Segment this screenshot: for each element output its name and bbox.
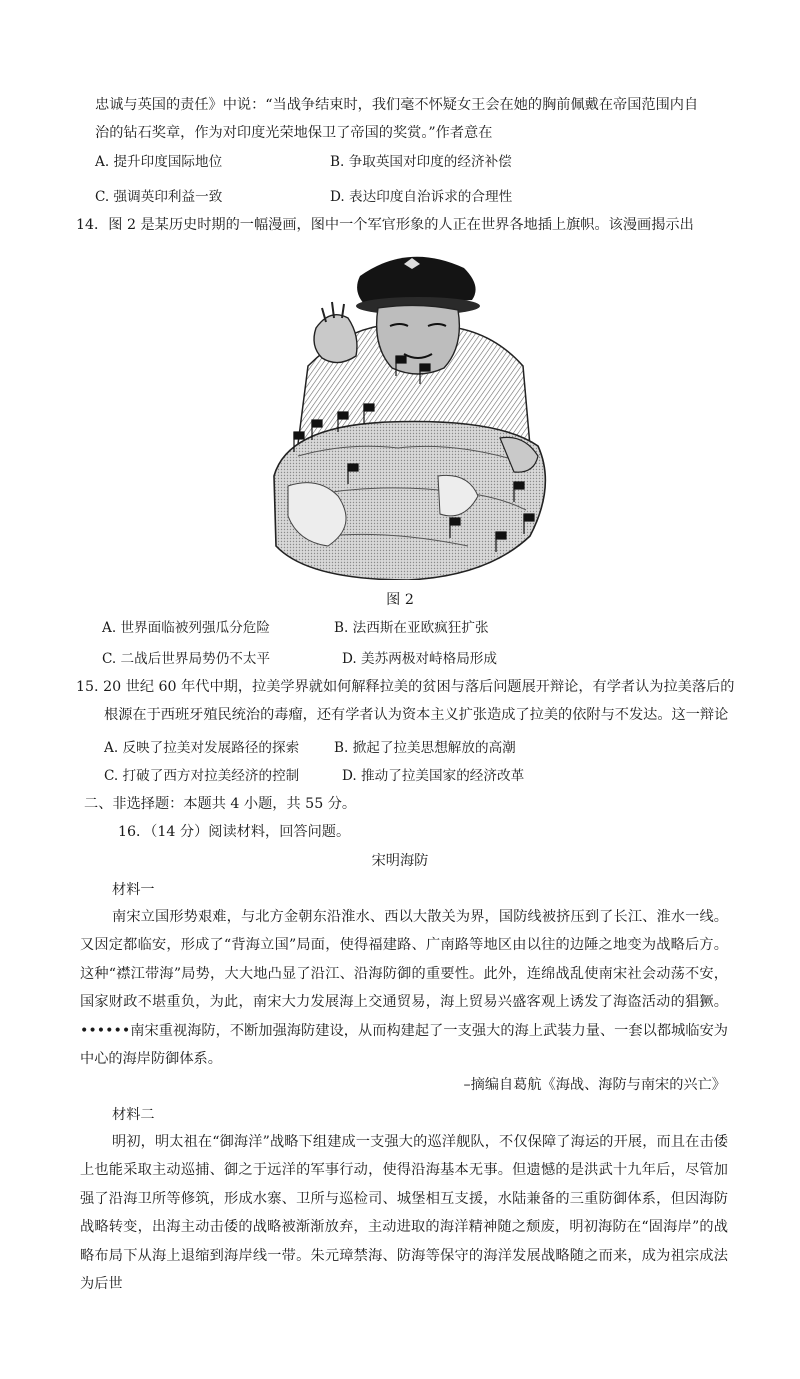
q16-stem: 16．（14 分）阅读材料，回答问题。 bbox=[118, 824, 351, 840]
q15-option-b: B. 掀起了拉美思想解放的高潮 bbox=[334, 740, 516, 756]
q16-material-2-text: 明初，明太祖在“御海洋”战略下组建成一支强大的巡洋舰队，不仅保障了海运的开展，而且在击倭上也能采取主动巡捕、御之于远洋的军事行动，使得沿海基本无事。但遗憾的是洪武十九年后，尽管加强了沿海卫所等修筑，形成水寨、卫所与巡检司、城堡相互支援，水陆兼备的三重防御体系，但因海防战略转变，出海主动击倭的战略被渐渐放弃，主动进取的海洋精神随之颓废，明初海防在“固海岸”的战略布局下从海上退缩到海岸线一带。朱元璋禁海、防海等保守的海洋发展战略随之而来，成为祖宗成法为后世 bbox=[80, 1134, 728, 1293]
q13-line-1: 忠诚与英国的责任》中说：“当战争结束时，我们毫不怀疑女王会在她的胸前佩戴在帝国范围内自 bbox=[95, 97, 699, 113]
q16-title: 宋明海防 bbox=[371, 853, 429, 869]
q13-option-a: A. 提升印度国际地位 bbox=[95, 154, 223, 170]
q14-cartoon-figure bbox=[268, 246, 560, 580]
q15-option-c: C. 打破了西方对拉美经济的控制 bbox=[104, 768, 300, 784]
q14-option-b: B. 法西斯在亚欧疯狂扩张 bbox=[334, 620, 489, 636]
q15-option-a: A. 反映了拉美对发展路径的探索 bbox=[104, 740, 300, 756]
q13-option-b: B. 争取英国对印度的经济补偿 bbox=[330, 154, 512, 170]
q16-material-1-label: 材料一 bbox=[112, 882, 155, 898]
q14-option-a: A. 世界面临被列强瓜分危险 bbox=[102, 620, 270, 636]
section-2-heading: 二、非选择题：本题共 4 小题，共 55 分。 bbox=[84, 796, 357, 812]
q14-figure-caption: 图 2 bbox=[386, 592, 414, 608]
q13-option-c: C. 强调英印利益一致 bbox=[95, 189, 223, 205]
q15-line-2: 根源在于西班牙殖民统治的毒瘤，还有学者认为资本主义扩张造成了拉美的依附与不发达。这一辩论 bbox=[104, 707, 729, 723]
q15-option-d: D. 推动了拉美国家的经济改革 bbox=[342, 768, 525, 784]
q16-material-2-label: 材料二 bbox=[112, 1107, 155, 1123]
q14-option-d: D. 美苏两极对峙格局形成 bbox=[342, 651, 497, 667]
q13-option-d: D. 表达印度自治诉求的合理性 bbox=[330, 189, 513, 205]
q16-material-1-source: –摘编自葛航《海战、海防与南宋的兴亡》 bbox=[463, 1077, 726, 1093]
q15-line-1: 15. 20 世纪 60 年代中期，拉美学界就如何解释拉美的贫困与落后问题展开辩论，有学者认为拉美落后的 bbox=[76, 679, 735, 695]
q14-stem: 14．图 2 是某历史时期的一幅漫画，图中一个军官形象的人正在世界各地插上旗帜。该漫画揭示出 bbox=[76, 217, 694, 233]
q16-material-1-text: 南宋立国形势艰难，与北方金朝东沿淮水、西以大散关为界，国防线被挤压到了长江、淮水一线。又因定都临安，形成了“背海立国”局面，使得福建路、广南路等地区由以往的边陲之地变为战略后方。这种“襟江带海”局势，大大地凸显了沿江、沿海防御的重要性。此外，连绵战乱使南宋社会动荡不安，国家财政不堪重负，为此，南宋大力发展海上交通贸易，海上贸易兴盛客观上诱发了海盗活动的猖獗。••••••南宋重视海防，不断加强海防建设，从而构建起了一支强大的海上武装力量、一套以都城临安为中心的海岸防御体系。 bbox=[80, 909, 728, 1068]
q13-line-2: 治的钻石奖章，作为对印度光荣地保卫了帝国的奖赏。”作者意在 bbox=[95, 125, 493, 141]
q14-option-c: C. 二战后世界局势仍不太平 bbox=[102, 651, 271, 667]
